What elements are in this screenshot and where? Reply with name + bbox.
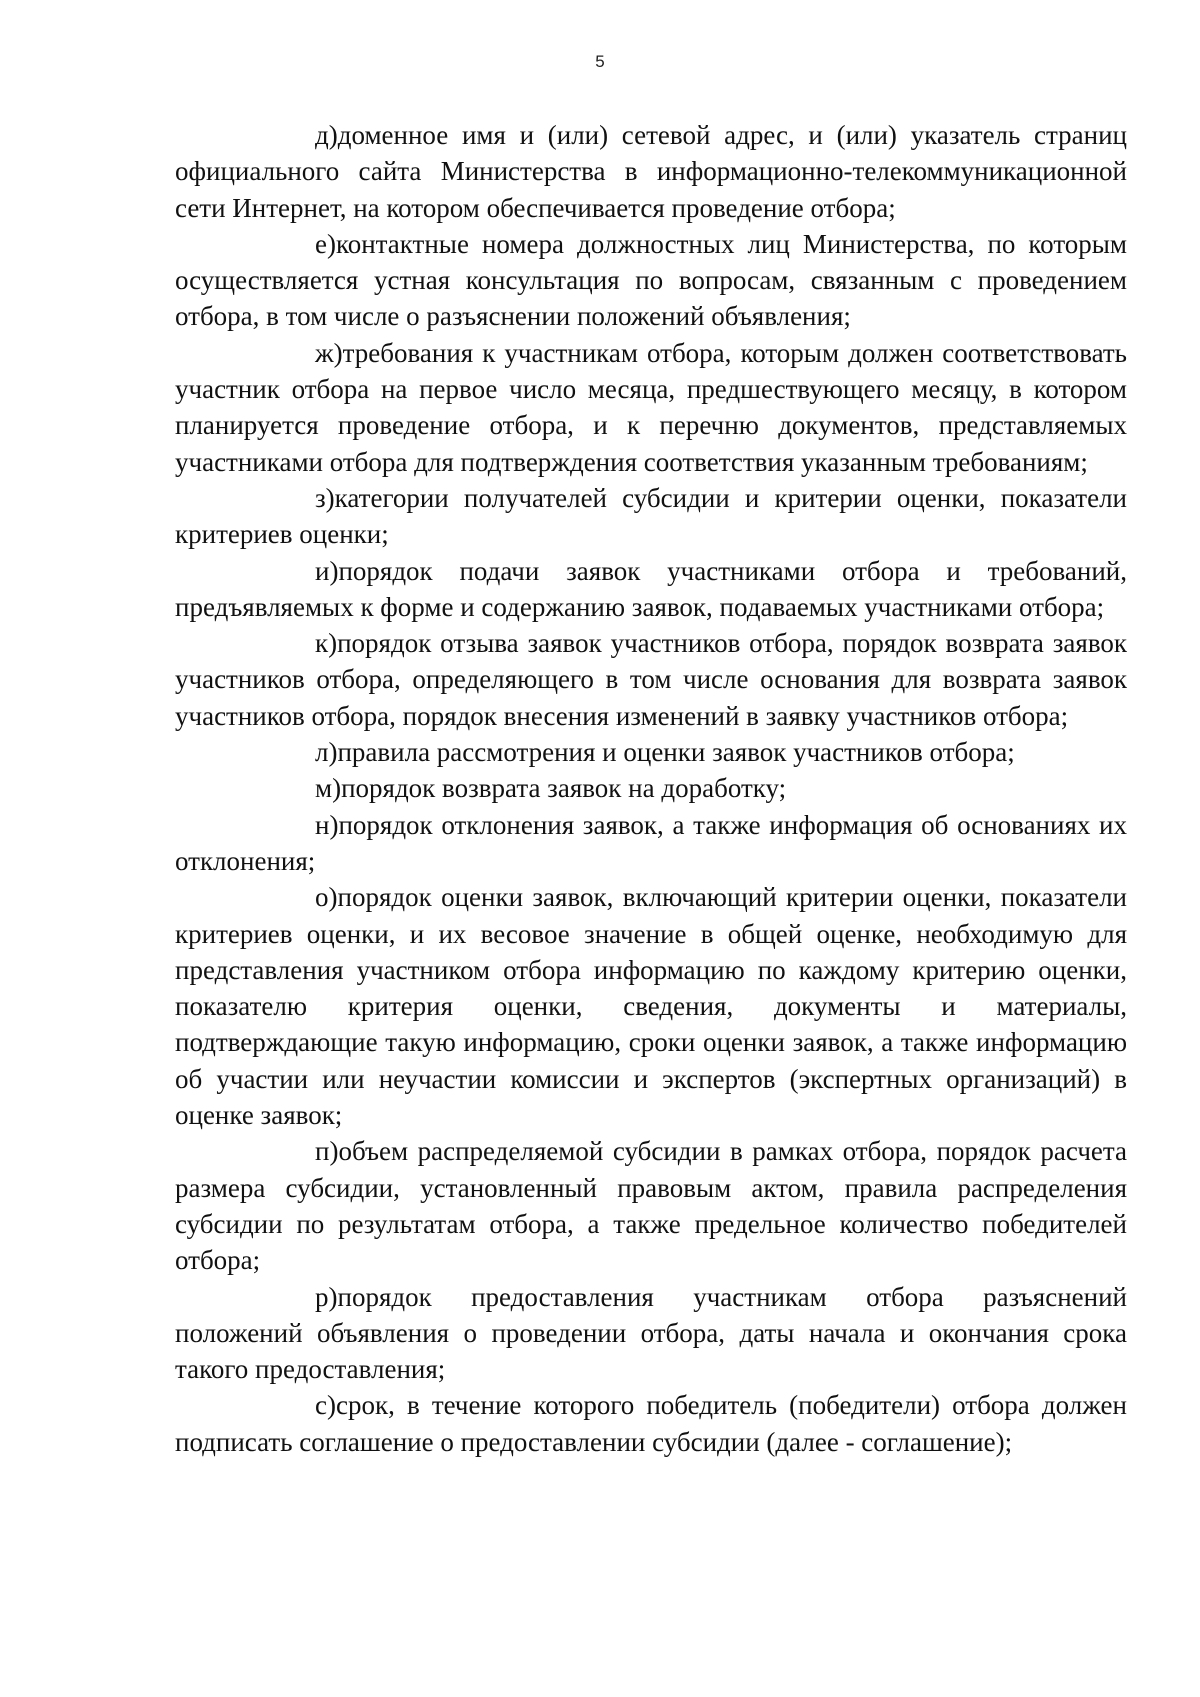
item-text: порядок подачи заявок участниками отбора и требований, предъявляемых к форме и содержанию заявок, подаваемых участниками отбора;	[175, 555, 1127, 622]
list-item-o	[175, 879, 1127, 1133]
item-marker: и)	[315, 555, 339, 586]
list-item-s	[175, 1387, 1127, 1460]
list-item-p	[175, 1133, 1127, 1278]
item-text: объем распределяемой субсидии в рамках отбора, порядок расчета размера субсидии, установленный правовым актом, правила распределения субсидии по результатам отбора, а также предельное количество победителей отбора;	[175, 1136, 1127, 1276]
item-marker: р)	[315, 1281, 338, 1312]
item-text: срок, в течение которого победитель (победители) отбора должен подписать соглашение о предоставлении субсидии (далее - соглашение);	[175, 1390, 1127, 1457]
item-text: порядок отклонения заявок, а также информация об основаниях их отклонения;	[175, 809, 1127, 876]
item-marker: д)	[315, 120, 338, 150]
item-marker: с)	[315, 1390, 336, 1421]
item-marker: з)	[315, 482, 335, 513]
item-marker: к)	[315, 628, 338, 659]
list-item-l	[175, 734, 1127, 770]
item-marker: н)	[315, 809, 339, 840]
list-item-e	[175, 226, 1127, 335]
item-marker: м)	[315, 773, 342, 804]
page-number: 5	[595, 52, 605, 71]
list-item-d	[175, 117, 1127, 226]
item-text: требования к участникам отбора, которым должен соответствовать участник отбора на первое число месяца, предшествующего месяцу, в котором планируется проведение отбора, и к перечню документов, представляемых участниками отбора для подтверждения соответствия указанным требованиям;	[175, 337, 1127, 477]
item-text: порядок возврата заявок на доработку;	[341, 773, 787, 804]
list-item-z	[175, 480, 1127, 553]
document-body	[175, 117, 1127, 1460]
item-marker: л)	[315, 737, 338, 768]
list-item-k	[175, 625, 1127, 734]
item-text: порядок оценки заявок, включающий критерии оценки, показатели критериев оценки, и их весовое значение в общей оценке, необходимую для представления участником отбора информацию по каждому критерию оценки, показателю критерия оценки, сведения, документы и материалы, подтверждающие такую информацию, сроки оценки заявок, а также информацию об участии или неучастии комиссии и экспертов (экспертных организаций) в оценке заявок;	[175, 882, 1127, 1131]
list-item-m	[175, 770, 1127, 806]
item-marker: е)	[315, 228, 336, 259]
item-marker: п)	[315, 1136, 339, 1167]
list-item-n	[175, 807, 1127, 880]
item-text: правила рассмотрения и оценки заявок участников отбора;	[337, 737, 1015, 768]
item-marker: ж)	[315, 337, 343, 368]
item-text: порядок предоставления участникам отбора разъяснений положений объявления о проведении отбора, даты начала и окончания срока такого предоставления;	[175, 1281, 1127, 1385]
item-text: контактные номера должностных лиц Министерства, по которым осуществляется устная консультация по вопросам, связанным с проведением отбора, в том числе о разъяснении положений объявления;	[175, 228, 1127, 332]
list-item-r	[175, 1279, 1127, 1388]
item-text: доменное имя и (или) сетевой адрес, и (или) указатель страниц официального сайта Министерства в информационно-телекоммуникационной сети Интернет, на котором обеспечивается проведение отбора;	[175, 120, 1127, 223]
list-item-zh	[175, 335, 1127, 480]
item-text: категории получателей субсидии и критерии оценки, показатели критериев оценки;	[175, 482, 1127, 550]
item-text: порядок отзыва заявок участников отбора, порядок возврата заявок участников отбора, определяющего в том числе основания для возврата заявок участников отбора, порядок внесения изменений в заявку участников отбора;	[175, 628, 1127, 731]
item-marker: о)	[315, 882, 338, 913]
list-item-i	[175, 553, 1127, 626]
